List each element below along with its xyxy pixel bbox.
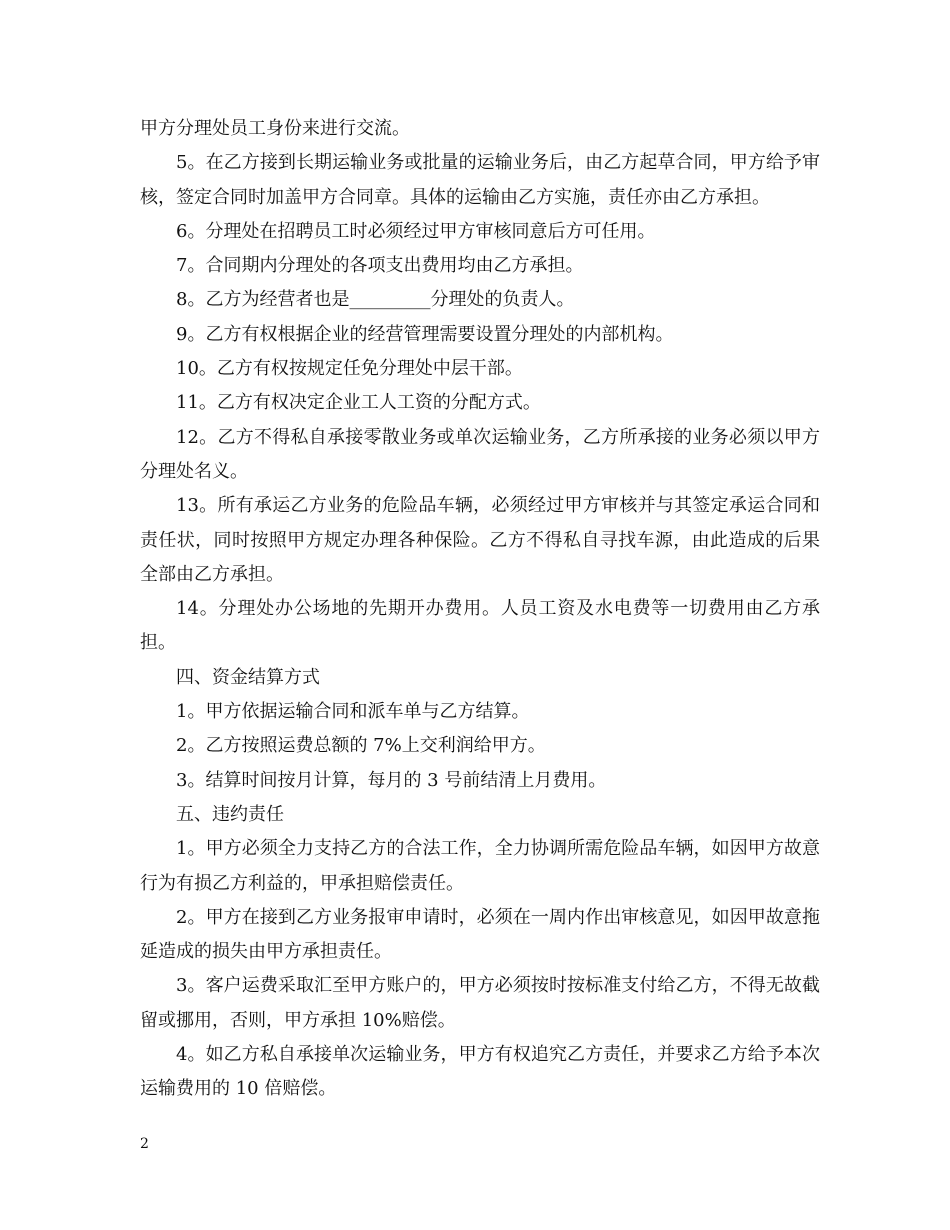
section-heading-liability: 五、违约责任 [176, 803, 284, 825]
paragraph-2: 6。分理处在招聘员工时必须经过甲方审核同意后方可任用。 [176, 220, 656, 242]
paragraph-6: 10。乙方有权按规定任免分理处中层干部。 [176, 358, 523, 380]
section-heading-settlement: 四、资金结算方式 [176, 666, 320, 688]
paragraph-18: 3。客户运费采取汇至甲方账户的，甲方必须按时按标准支付给乙方，不得无故截留或挪用，否则，甲方承担 10%赔偿。 [140, 975, 820, 1031]
paragraph-16: 1。甲方必须全力支持乙方的合法工作，全力协调所需危险品车辆，如因甲方故意行为有损乙方利益的，甲承担赔偿责任。 [140, 838, 820, 894]
paragraph-13: 2。乙方按照运费总额的 7%上交利润给甲方。 [176, 735, 546, 757]
paragraph-5: 9。乙方有权根据企业的经营管理需要设置分理处的内部机构。 [176, 323, 674, 345]
page-number: 2 [140, 1136, 149, 1152]
paragraph-8: 12。乙方不得私自承接零散业务或单次运输业务，乙方所承接的业务必须以甲方分理处名义。 [140, 426, 820, 482]
paragraph-4: 8。乙方为经营者也是_________分理处的负责人。 [176, 289, 575, 311]
paragraph-19: 4。如乙方私自承接单次运输业务，甲方有权追究乙方责任，并要求乙方给予本次运输费用的 10 倍赔偿。 [140, 1044, 820, 1100]
paragraph-14: 3。结算时间按月计算，每月的 3 号前结清上月费用。 [176, 769, 607, 791]
paragraph-9: 13。所有承运乙方业务的危险品车辆，必须经过甲方审核并与其签定承运合同和责任状，同时按照甲方规定办理各种保险。乙方不得私自寻找车源，由此造成的后果全部由乙方承担。 [140, 495, 820, 585]
paragraph-1: 5。在乙方接到长期运输业务或批量的运输业务后，由乙方起草合同，甲方给予审核，签定合同时加盖甲方合同章。具体的运输由乙方实施，责任亦由乙方承担。 [140, 152, 820, 208]
paragraph-7: 11。乙方有权决定企业工人工资的分配方式。 [176, 392, 541, 414]
paragraph-10: 14。分理处办公场地的先期开办费用。人员工资及水电费等一切费用由乙方承担。 [140, 598, 820, 654]
paragraph-17: 2。甲方在接到乙方业务报审申请时，必须在一周内作出审核意见，如因甲故意拖延造成的损失由甲方承担责任。 [140, 906, 820, 963]
document-body [140, 112, 820, 1107]
paragraph-0: 甲方分理处员工身份来进行交流。 [140, 118, 410, 139]
paragraph-3: 7。合同期内分理处的各项支出费用均由乙方承担。 [176, 255, 584, 277]
paragraph-12: 1。甲方依据运输合同和派车单与乙方结算。 [176, 701, 530, 723]
